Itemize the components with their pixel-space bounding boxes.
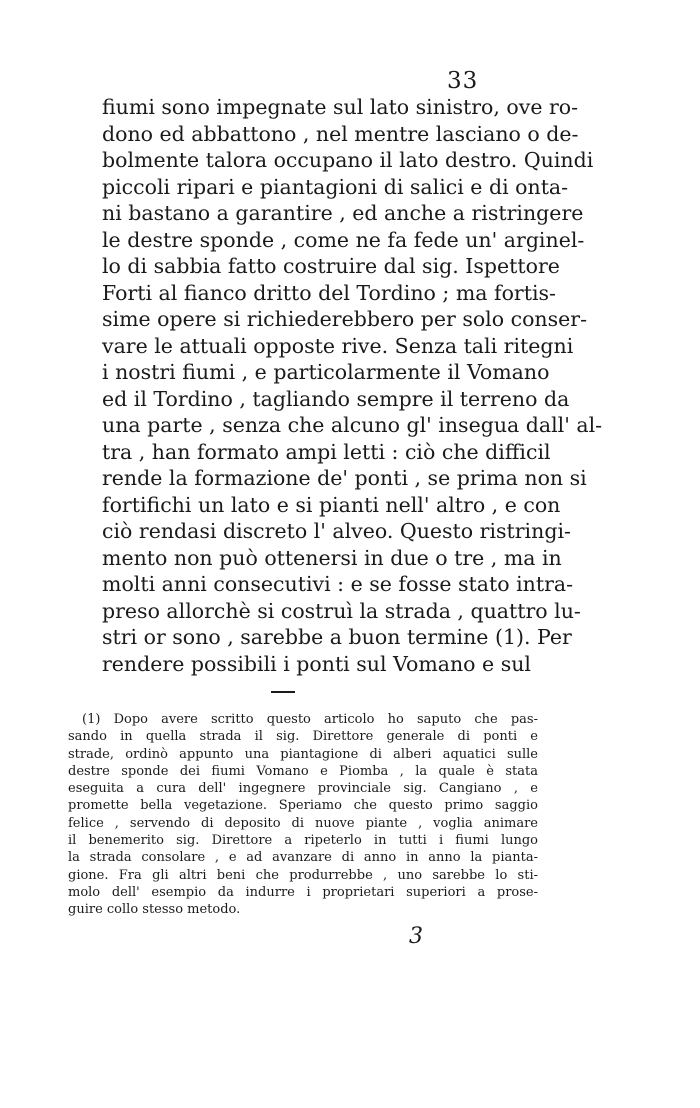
body-line: Forti al fianco dritto del Tordino ; ma fortis-: [102, 280, 556, 305]
body-line: mento non può ottenersi in due o tre , ma in: [102, 545, 562, 570]
body-line: una parte , senza che alcuno gl' insegua dall' al-: [102, 413, 603, 437]
footnote-line: molo dell' esempio da indurre i proprietari superiori a prose-: [68, 884, 538, 900]
body-line: ni bastano a garantire , ed anche a ristringere: [102, 201, 584, 225]
footnote-line: strade, ordinò appunto una piantagione di alberi aquatici sulle: [68, 746, 538, 762]
body-line: preso allorchè si costruì la strada , quattro lu-: [102, 598, 581, 623]
body-line: fortifichi un lato e si pianti nell' altro , e con: [102, 492, 561, 517]
body-line: piccoli ripari e piantagioni di salici e di onta-: [102, 174, 569, 199]
body-line: dono ed abbattono , nel mentre lasciano o de-: [102, 121, 579, 146]
footnote-line: gione. Fra gli altri beni che produrrebbe , uno sarebbe lo sti-: [68, 867, 538, 883]
footnote-line: eseguita a cura dell' ingegnere provinciale sig. Cangiano , e: [68, 781, 538, 797]
body-line: ciò rendasi discreto l' alveo. Questo ristringi-: [102, 519, 571, 543]
body-line: ed il Tordino , tagliando sempre il terreno da: [102, 386, 570, 411]
body-line: molti anni consecutivi : e se fosse stato intra-: [102, 572, 574, 596]
body-line: lo di sabbia fatto costruire dal sig. Ispettore: [102, 254, 560, 278]
body-line: sime opere si richiederebbero per solo conser-: [102, 307, 588, 331]
footnote: [68, 711, 538, 919]
body-line: le destre sponde , come ne fa fede un' arginel-: [102, 227, 585, 252]
body-line: tra , han formato ampi letti : ciò che difficil: [102, 439, 551, 464]
signature-mark: 3: [409, 924, 423, 949]
footnote-line: la strada consolare , e ad avanzare di anno in anno la pianta-: [68, 850, 538, 866]
footnote-line: il benemerito sig. Direttore a ripeterlo in tutti i fiumi lungo: [68, 833, 538, 849]
footnote-line: promette bella vegetazione. Speriamo che questo primo saggio: [68, 798, 538, 814]
footnote-line: felice , servendo di deposito di nuove piante , voglia animare: [68, 815, 538, 831]
body-line: rende la formazione de' ponti , se prima non si: [102, 466, 587, 490]
body-line: bolmente talora occupano il lato destro. Quindi: [102, 148, 594, 172]
page-number: 33: [447, 68, 479, 94]
body-line: vare le attuali opposte rive. Senza tali ritegni: [102, 333, 574, 358]
footnote-line: guire collo stesso metodo.: [68, 902, 241, 918]
footnote-separator: [271, 691, 295, 693]
body-line: rendere possibili i ponti sul Vomano e sul: [102, 651, 531, 676]
body-text: [102, 94, 603, 677]
footnote-line: destre sponde dei fiumi Vomano e Piomba , la quale è stata: [68, 763, 538, 779]
footnote-line: sando in quella strada il sig. Direttore generale di ponti e: [68, 729, 538, 745]
body-line: fiumi sono impegnate sul lato sinistro, ove ro-: [102, 95, 579, 119]
body-line: stri or sono , sarebbe a buon termine (1). Per: [102, 625, 572, 649]
footnote-line: (1) Dopo avere scritto questo articolo ho saputo che pas-: [82, 712, 538, 727]
body-line: i nostri fiumi , e particolarmente il Vomano: [102, 360, 550, 384]
